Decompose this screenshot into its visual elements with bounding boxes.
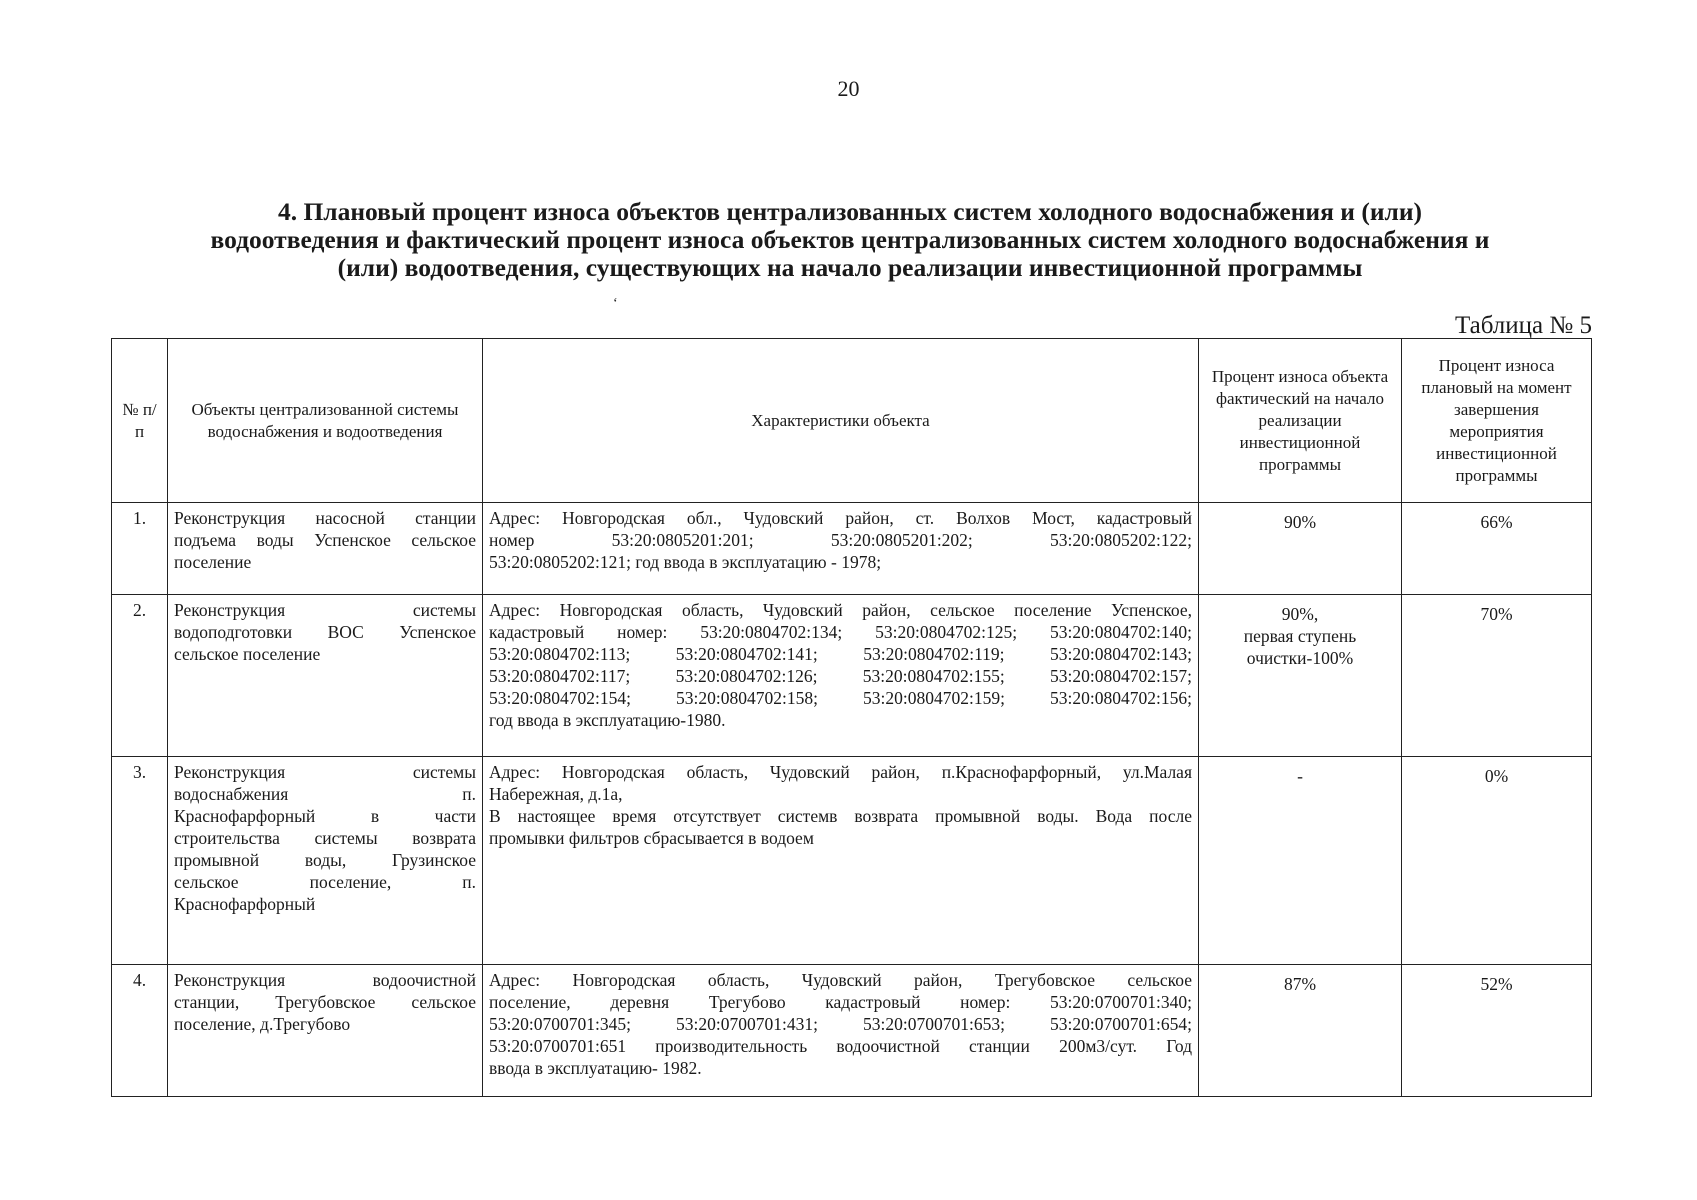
table-row [112,757,1592,965]
row-object [168,965,483,1097]
row-actual-wear [1199,503,1402,595]
header-actual-wear: Процент износа объекта фактический на начало реализации инвестиционной программы [1199,339,1402,503]
row-characteristics [483,965,1199,1097]
row-object [168,503,483,595]
object-line: поселение [174,552,252,572]
characteristics-line: Адрес: Новгородская область, Чудовский район, сельское поселение Успенское, [489,600,1192,620]
row-number: 2. [112,595,168,757]
table-row [112,965,1592,1097]
header-objects: Объекты централизованной системы водоснабжения и водоотведения [168,339,483,503]
row-number: 3. [112,757,168,965]
actual-wear-line: 87% [1283,974,1317,994]
stray-mark: ‘ [613,296,618,311]
object-line: водоподготовки ВОС Успенское [174,622,476,642]
header-planned-wear: Процент износа плановый на момент завершения мероприятия инвестиционной программы [1402,339,1592,503]
object-line: подъема воды Успенское сельское [174,530,476,550]
row-characteristics [483,595,1199,757]
object-line: Реконструкция системы [174,762,476,782]
row-object [168,595,483,757]
object-line: станции, Трегубовское сельское [174,992,476,1012]
row-object [168,757,483,965]
header-num: № п/п [112,339,168,503]
table-header-row [112,339,1592,503]
characteristics-line: Адрес: Новгородская обл., Чудовский район, ст. Волхов Мост, кадастровый [489,508,1192,528]
characteristics-line: Адрес: Новгородская область, Чудовский район, Трегубовское сельское [489,970,1192,990]
object-line: Краснофарфорный [174,894,316,914]
row-actual-wear [1199,757,1402,965]
row-number: 4. [112,965,168,1097]
characteristics-line: год ввода в эксплуатацию-1980. [489,710,726,730]
characteristics-line: кадастровый номер: 53:20:0804702:134; 53:20:0804702:125; 53:20:0804702:140; [489,622,1192,642]
characteristics-line: поселение, деревня Трегубово кадастровый номер: 53:20:0700701:340; [489,992,1192,1012]
object-line: сельское поселение, п. [174,872,476,892]
heading-line-3: (или) водоотведения, существующих на начало реализации инвестиционной программы [337,253,1363,282]
object-line: поселение, д.Трегубово [174,1014,351,1034]
characteristics-line: промывки фильтров сбрасывается в водоем [489,828,814,848]
actual-wear-line: - [1297,766,1303,786]
page-number: 20 [837,76,860,101]
row-planned-wear: 70% [1402,595,1592,757]
characteristics-line: Адрес: Новгородская область, Чудовский район, п.Краснофарфорный, ул.Малая [489,762,1192,782]
header-characteristics: Характеристики объекта [483,339,1199,503]
heading-line-1: 4. Плановый процент износа объектов централизованных систем холодного водоснабжения и (или) [277,197,1423,226]
characteristics-line: В настоящее время отсутствует системв возврата промывной воды. Вода после [489,806,1192,826]
row-number: 1. [112,503,168,595]
characteristics-line: 53:20:0804702:117; 53:20:0804702:126; 53:20:0804702:155; 53:20:0804702:157; [489,666,1192,686]
object-line: строительства системы возврата [174,828,476,848]
actual-wear-line: 90%, [1281,604,1319,624]
characteristics-line: номер 53:20:0805201:201; 53:20:0805201:202; 53:20:0805202:122; [489,530,1192,550]
row-actual-wear [1199,595,1402,757]
wear-table [111,338,1592,1097]
actual-wear-line: 90% [1283,512,1317,532]
row-planned-wear: 66% [1402,503,1592,595]
actual-wear-line: очистки-100% [1246,648,1354,668]
object-line: Реконструкция насосной станции [174,508,476,528]
characteristics-line: 53:20:0804702:113; 53:20:0804702:141; 53:20:0804702:119; 53:20:0804702:143; [489,644,1192,664]
object-line: Краснофарфорный в части [174,806,476,826]
object-line: промывной воды, Грузинское [174,850,476,870]
row-planned-wear: 0% [1402,757,1592,965]
row-actual-wear [1199,965,1402,1097]
characteristics-line: 53:20:0805202:121; год ввода в эксплуатацию - 1978; [489,552,882,572]
object-line: водоснабжения п. [174,784,476,804]
table-caption: Таблица № 5 [1454,312,1592,339]
characteristics-line: 53:20:0804702:154; 53:20:0804702:158; 53:20:0804702:159; 53:20:0804702:156; [489,688,1192,708]
object-line: сельское поселение [174,644,321,664]
row-planned-wear: 52% [1402,965,1592,1097]
table-row [112,595,1592,757]
heading-line-2: водоотведения и фактический процент износа объектов централизованных систем холодного водоснабжения и [210,225,1490,254]
characteristics-line: 53:20:0700701:345; 53:20:0700701:431; 53:20:0700701:653; 53:20:0700701:654; [489,1014,1192,1034]
table-row [112,503,1592,595]
object-line: Реконструкция водоочистной [174,970,476,990]
characteristics-line: 53:20:0700701:651 производительность водоочистной станции 200м3/сут. Год [489,1036,1192,1056]
row-characteristics [483,503,1199,595]
row-characteristics [483,757,1199,965]
characteristics-line: Набережная, д.1а, [489,784,623,804]
table-body [112,503,1592,1097]
actual-wear-line: первая ступень [1243,626,1357,646]
section-heading [120,198,1580,282]
characteristics-line: ввода в эксплуатацию- 1982. [489,1058,702,1078]
object-line: Реконструкция системы [174,600,476,620]
